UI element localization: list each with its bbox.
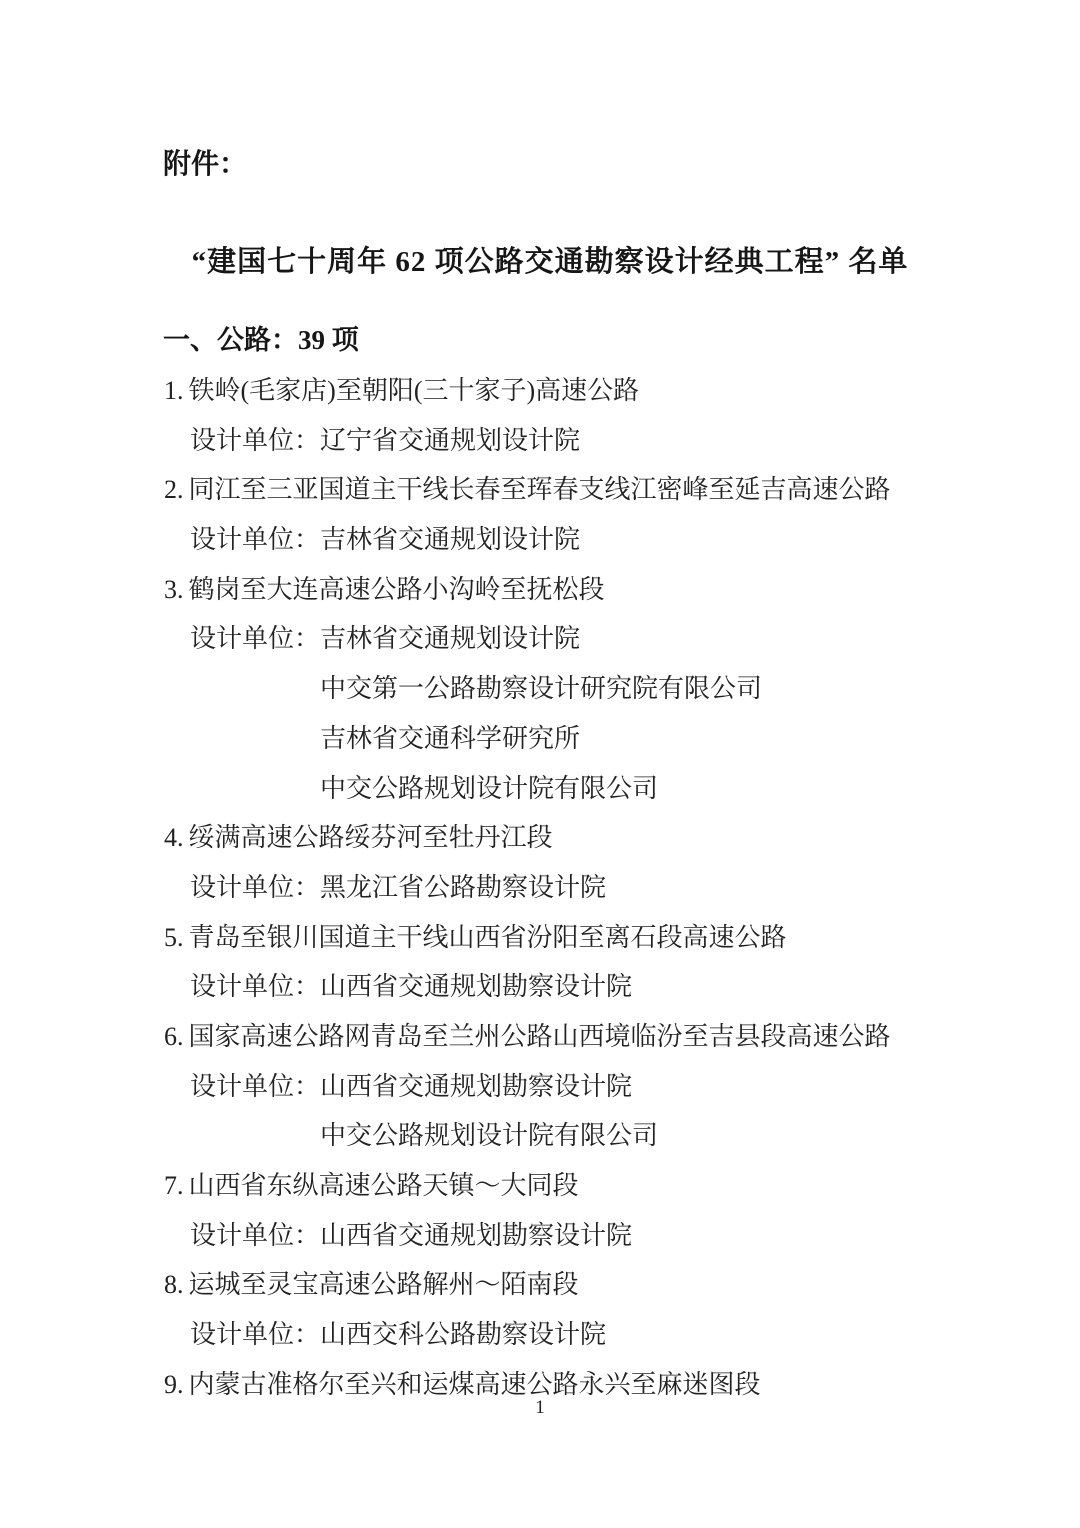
project-item (0, 465, 1080, 564)
designer-label: 设计单位： (190, 1320, 321, 1350)
designer-label: 设计单位： (190, 1071, 321, 1101)
designer-label: 设计单位： (190, 624, 321, 654)
project-title-line (0, 1012, 1080, 1062)
project-item (0, 565, 1080, 813)
designer-label: 设计单位： (190, 525, 321, 555)
project-title-line (0, 366, 1080, 416)
designer-name: 中交第一公路勘察设计研究院有限公司 (320, 674, 763, 704)
project-number: 8. (164, 1270, 184, 1300)
designer-name: 黑龙江省公路勘察设计院 (320, 872, 607, 902)
attachment-label: 附件： (163, 149, 248, 180)
designer-line (0, 962, 1080, 1012)
project-title-line (0, 813, 1080, 863)
project-name: 运城至灵宝高速公路解州～陌南段 (188, 1270, 579, 1300)
designer-line (0, 863, 1080, 913)
project-name: 山西省东纵高速公路天镇～大同段 (188, 1171, 579, 1200)
project-title-line (0, 1260, 1080, 1310)
project-item (0, 366, 1080, 465)
project-item (0, 1161, 1080, 1260)
project-name: 绥满高速公路绥芬河至牡丹江段 (188, 823, 553, 853)
project-number: 9. (164, 1369, 184, 1399)
designer-name: 中交公路规划设计院有限公司 (320, 1121, 659, 1151)
project-item (0, 1260, 1080, 1359)
project-name: 国家高速公路网青岛至兰州公路山西境临汾至吉县段高速公路 (188, 1021, 891, 1051)
project-title-line (0, 565, 1080, 615)
project-name: 内蒙古准格尔至兴和运煤高速公路永兴至麻迷图段 (188, 1369, 761, 1399)
designer-name: 吉林省交通规划设计院 (320, 525, 581, 555)
project-number: 6. (164, 1021, 184, 1051)
designer-label: 设计单位： (190, 425, 321, 455)
project-item (0, 913, 1080, 1012)
project-list (0, 366, 1080, 1409)
designer-name: 山西省交通规划勘察设计院 (320, 972, 633, 1002)
designer-label: 设计单位： (190, 872, 321, 902)
designer-line (0, 614, 1080, 664)
project-name: 鹤岗至大连高速公路小沟岭至抚松段 (188, 574, 605, 604)
designer-name: 吉林省交通规划设计院 (320, 624, 581, 654)
project-name: 青岛至银川国道主干线山西省汾阳至离石段高速公路 (188, 922, 787, 952)
designer-name: 辽宁省交通规划设计院 (320, 425, 581, 455)
designer-name: 中交公路规划设计院有限公司 (320, 773, 659, 803)
project-item (0, 813, 1080, 912)
project-name: 同江至三亚国道主干线长春至珲春支线江密峰至延吉高速公路 (188, 475, 891, 505)
designer-line (0, 1062, 1080, 1112)
designer-label: 设计单位： (190, 972, 321, 1002)
designer-line (0, 1310, 1080, 1360)
project-number: 5. (164, 922, 184, 952)
document-title: “建国七十周年 62 项公路交通勘察设计经典工程” 名单 (191, 246, 909, 278)
project-name: 铁岭(毛家店)至朝阳(三十家子)高速公路 (188, 376, 640, 405)
project-item (0, 1012, 1080, 1161)
project-number: 4. (164, 823, 184, 853)
page-number: 1 (535, 1397, 545, 1418)
designer-label: 设计单位： (190, 1220, 321, 1250)
designer-name: 山西交科公路勘察设计院 (320, 1320, 607, 1350)
section-heading: 一、公路：39 项 (163, 325, 359, 355)
designer-name: 山西省交通规划勘察设计院 (320, 1071, 633, 1101)
designer-line (0, 416, 1080, 466)
designer-line (0, 515, 1080, 565)
project-number: 3. (164, 574, 184, 604)
designer-line (0, 1211, 1080, 1261)
project-number: 2. (164, 475, 184, 505)
project-title-line (0, 465, 1080, 515)
designer-name: 山西省交通规划勘察设计院 (320, 1220, 633, 1250)
project-title-line (0, 1161, 1080, 1211)
project-title-line (0, 913, 1080, 963)
project-number: 1. (164, 376, 184, 405)
project-number: 7. (164, 1171, 184, 1200)
designer-name: 吉林省交通科学研究所 (320, 723, 581, 753)
